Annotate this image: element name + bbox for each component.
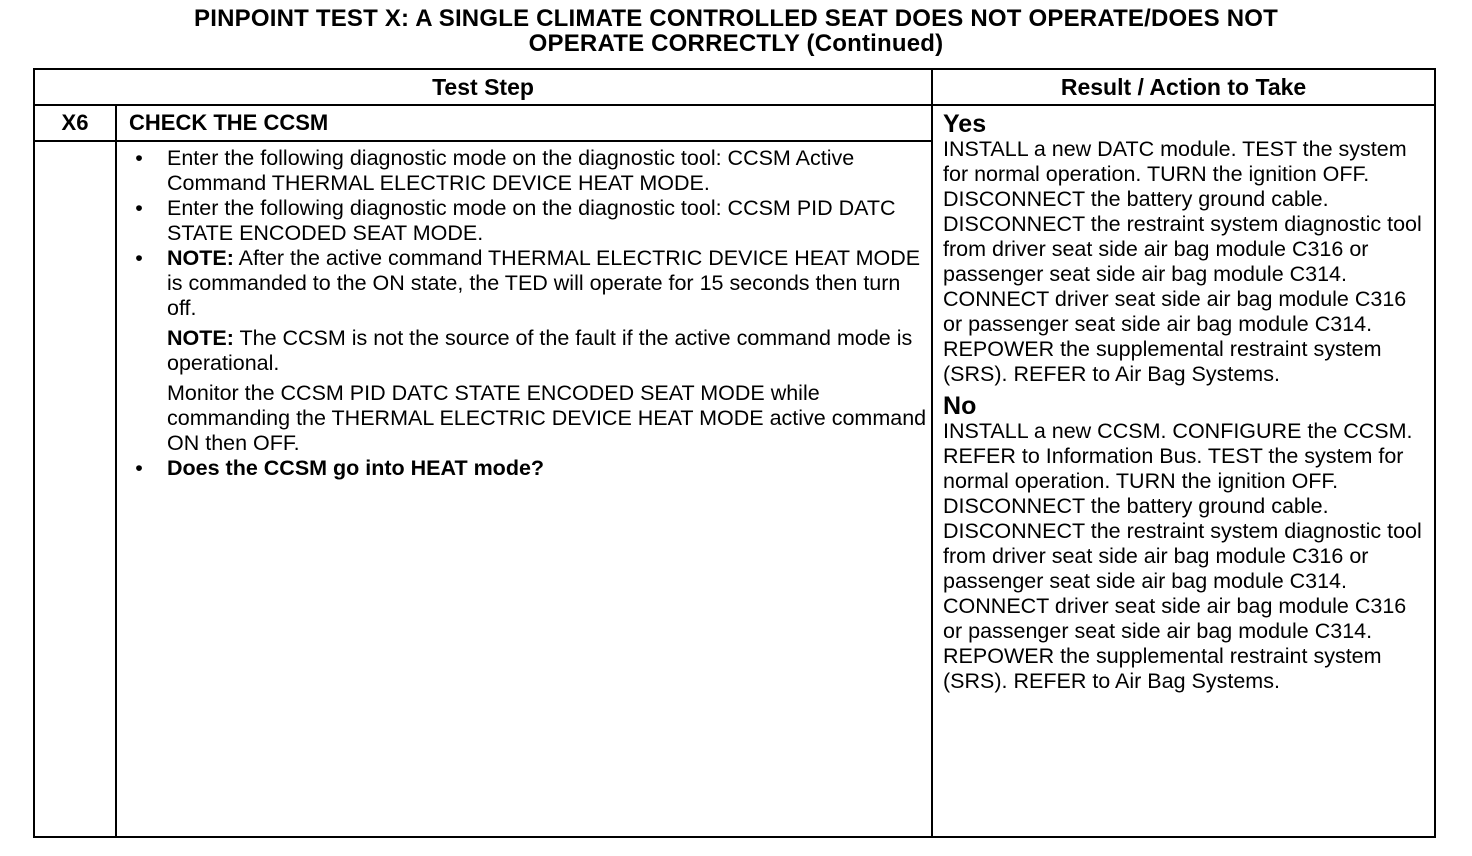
step-id: X6	[34, 105, 116, 141]
step-instructions	[116, 141, 932, 837]
note-text: The CCSM is not the source of the fault if the active command mode is operational.	[167, 326, 913, 375]
result-yes-text: INSTALL a new DATC module. TEST the system for normal operation. TURN the ignition OFF. DISCONNECT the battery ground cable. DISCONNECT the restraint system diagnostic tool from driver seat side air bag module C316 or passenger seat side air bag module C314. CONNECT driver seat side air bag module C316 or passenger seat side air bag module C314. REPOWER the supplemental restraint system (SRS). REFER to Air Bag Systems.	[943, 137, 1422, 386]
question-text: Does the CCSM go into HEAT mode?	[167, 456, 545, 480]
note-text: After the active command THERMAL ELECTRIC DEVICE HEAT MODE is commanded to the ON state, the TED will operate for 15 seconds then turn off.	[167, 246, 921, 320]
note-paragraph	[167, 326, 931, 376]
bullet-icon: •	[135, 196, 143, 220]
note-label: NOTE:	[167, 246, 234, 270]
bullet-icon: •	[135, 246, 143, 270]
result-no-text: INSTALL a new CCSM. CONFIGURE the CCSM. REFER to Information Bus. TEST the system for normal operation. TURN the ignition OFF. DISCONNECT the battery ground cable. DISCONNECT the restraint system diagnostic tool from driver seat side air bag module C316 or passenger seat side air bag module C314. CONNECT driver seat side air bag module C316 or passenger seat side air bag module C314. REPOWER the supplemental restraint system (SRS). REFER to Air Bag Systems.	[943, 419, 1422, 693]
instruction-list	[117, 146, 931, 481]
list-item	[129, 146, 931, 196]
result-no-label: No	[943, 392, 977, 420]
table-header-row	[34, 69, 1435, 105]
list-item	[129, 456, 931, 481]
result-yes-label: Yes	[943, 110, 987, 138]
monitor-text: Monitor the CCSM PID DATC STATE ENCODED SEAT MODE while commanding the THERMAL ELECTRIC DEVICE HEAT MODE active command ON then OFF.	[167, 381, 927, 455]
pinpoint-test-table	[33, 68, 1436, 838]
page-title-line-2: OPERATE CORRECTLY (Continued)	[528, 30, 944, 57]
step-row	[34, 105, 1435, 141]
bullet-icon: •	[135, 146, 143, 170]
step-id-spacer	[34, 141, 116, 837]
note-label: NOTE:	[167, 326, 234, 350]
page-title	[0, 6, 1472, 56]
header-result-action: Result / Action to Take	[932, 69, 1435, 105]
result-cell	[932, 105, 1435, 837]
page-title-line-1: PINPOINT TEST X: A SINGLE CLIMATE CONTROLLED SEAT DOES NOT OPERATE/DOES NOT	[194, 5, 1278, 32]
instruction-text: Enter the following diagnostic mode on the diagnostic tool: CCSM Active Command THERMAL ELECTRIC DEVICE HEAT MODE.	[167, 146, 855, 195]
list-item	[129, 246, 931, 456]
list-item	[129, 196, 931, 246]
bullet-icon: •	[135, 456, 143, 480]
note-paragraph	[167, 246, 931, 321]
header-test-step: Test Step	[34, 69, 932, 105]
instruction-text: Enter the following diagnostic mode on the diagnostic tool: CCSM PID DATC STATE ENCODED SEAT MODE.	[167, 196, 896, 245]
step-title: CHECK THE CCSM	[116, 105, 932, 141]
